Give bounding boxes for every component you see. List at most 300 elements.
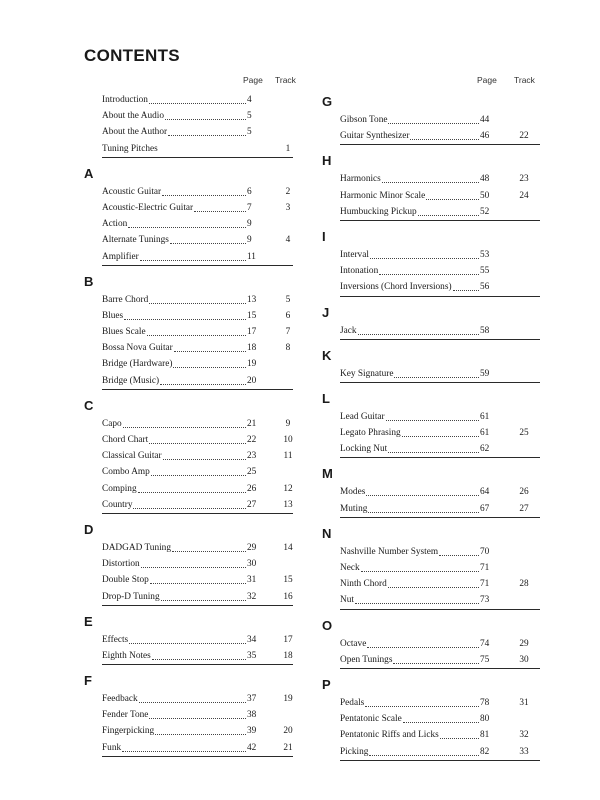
dot-leader <box>367 636 479 648</box>
entry-page-number: 18 <box>247 343 257 354</box>
section-divider <box>340 382 540 383</box>
toc-entry <box>322 247 544 263</box>
entry-title: Ninth Chord <box>340 579 387 590</box>
entry-page-number: 59 <box>480 368 490 379</box>
dot-leader <box>149 292 246 304</box>
dot-leader <box>370 247 479 259</box>
section-letter: A <box>84 165 94 181</box>
toc-entry <box>84 589 319 605</box>
toc-entry <box>84 373 319 389</box>
entry-track-number: 22 <box>519 131 529 142</box>
dot-leader <box>386 409 479 421</box>
entry-title: Guitar Synthesizer <box>340 131 410 142</box>
toc-entry <box>322 171 544 187</box>
entry-page-number: 9 <box>247 219 252 230</box>
entry-page-number: 13 <box>247 294 257 305</box>
column-header <box>84 72 319 92</box>
entry-track-number: 18 <box>283 650 293 661</box>
entry-page-number: 53 <box>480 249 490 260</box>
toc-entry <box>84 740 319 756</box>
entry-track-number: 13 <box>283 499 293 510</box>
entry-page-number: 4 <box>247 95 252 105</box>
entry-title: Alternate Tunings <box>102 235 169 246</box>
letter-section <box>84 520 319 612</box>
entry-title: Combo Amp <box>102 467 150 478</box>
entry-title: Comping <box>102 483 137 494</box>
dot-leader <box>365 695 479 707</box>
contents-column-right <box>322 72 544 767</box>
toc-entry <box>322 279 544 295</box>
entry-track-number: 19 <box>283 694 293 705</box>
dot-leader <box>133 497 246 509</box>
entry-title: Lead Guitar <box>340 411 385 422</box>
dot-leader <box>170 232 246 244</box>
entry-page-number: 26 <box>247 483 257 494</box>
entry-page-number: 39 <box>247 726 257 737</box>
toc-entry <box>84 691 319 707</box>
entry-page-number: 48 <box>480 174 490 185</box>
entry-page-number: 44 <box>480 115 490 125</box>
letter-section <box>322 616 544 675</box>
section-letter: H <box>322 153 332 169</box>
toc-entry <box>322 695 544 711</box>
toc-entry <box>84 432 319 448</box>
entry-title: Double Stop <box>102 575 149 586</box>
entry-page-number: 22 <box>247 435 257 445</box>
dot-leader <box>151 464 246 476</box>
entry-title: Eighth Notes <box>102 650 151 661</box>
dot-leader <box>194 200 246 212</box>
dot-leader <box>358 323 479 335</box>
entry-track-number: 23 <box>519 174 529 185</box>
entry-page-number: 27 <box>247 499 257 510</box>
entry-page-number: 38 <box>247 710 257 721</box>
contents-column-left <box>84 72 319 763</box>
dot-leader <box>379 263 479 275</box>
entry-page-number: 42 <box>247 742 257 753</box>
entry-title: Barre Chord <box>102 294 149 305</box>
entry-track-number: 24 <box>519 190 529 201</box>
entry-title: Capo <box>102 418 122 429</box>
entry-track-number: 17 <box>283 634 293 645</box>
entry-title: About the Author <box>102 127 168 138</box>
dot-leader <box>382 171 479 183</box>
letter-section <box>322 151 544 227</box>
entry-title: Pentatonic Riffs and Licks <box>340 730 439 741</box>
letter-section <box>84 164 319 272</box>
section-divider <box>340 339 540 340</box>
letter-section <box>322 92 544 151</box>
entry-page-number: 35 <box>247 650 257 661</box>
entry-page-number: 25 <box>247 467 257 478</box>
toc-entry <box>322 727 544 743</box>
entry-page-number: 21 <box>247 418 257 429</box>
entry-title: Drop-D Tuning <box>102 591 160 602</box>
entry-title: Action <box>102 219 128 230</box>
entry-track-number: 9 <box>285 418 291 429</box>
entry-page-number: 58 <box>480 325 490 336</box>
toc-entry <box>84 108 319 124</box>
toc-entry <box>84 200 319 216</box>
dot-leader <box>440 727 479 739</box>
entry-title: Acoustic-Electric Guitar <box>102 202 194 213</box>
section-divider <box>340 220 540 221</box>
section-letter: M <box>322 466 333 482</box>
entry-track-number: 1 <box>285 143 291 154</box>
toc-entry <box>84 124 319 140</box>
toc-entry <box>322 744 544 760</box>
letter-section <box>322 346 544 389</box>
dot-leader <box>355 592 479 604</box>
entry-page-number: 71 <box>480 563 490 573</box>
entry-track-number: 25 <box>519 428 529 439</box>
entry-track-number: 3 <box>285 202 291 213</box>
letter-section <box>322 464 544 523</box>
toc-entry <box>84 216 319 232</box>
entry-page-number: 78 <box>480 697 490 708</box>
entry-track-number: 6 <box>285 310 291 321</box>
page-title: CONTENTS <box>84 46 180 65</box>
section-letter: G <box>322 94 333 109</box>
entry-page-number: 34 <box>247 634 257 645</box>
toc-entry <box>84 416 319 432</box>
dot-leader <box>140 249 246 261</box>
toc-entry <box>84 292 319 308</box>
entry-track-number: 29 <box>519 638 529 649</box>
dot-leader <box>150 572 246 584</box>
dot-leader <box>149 432 246 444</box>
entry-page-number: 61 <box>480 411 490 422</box>
toc-entry <box>84 481 319 497</box>
entry-track-number: 15 <box>283 575 293 586</box>
toc-entry <box>84 497 319 513</box>
entry-title: Blues <box>102 310 124 321</box>
toc-entry <box>84 572 319 588</box>
entry-title: Introduction <box>102 95 148 105</box>
entry-page-number: 23 <box>247 451 257 462</box>
entry-title: Funk <box>102 742 122 753</box>
entry-page-number: 82 <box>480 746 490 757</box>
entry-title: Blues Scale <box>102 327 146 338</box>
dot-leader <box>155 723 246 735</box>
entry-title: Acoustic Guitar <box>102 186 162 197</box>
entry-page-number: 64 <box>480 487 490 498</box>
toc-entry <box>322 425 544 441</box>
entry-title: DADGAD Tuning <box>102 542 171 553</box>
section-letter: D <box>84 521 94 537</box>
dot-leader <box>123 416 246 428</box>
toc-entry <box>322 636 544 652</box>
dot-leader <box>129 632 246 644</box>
entry-track-number: 5 <box>285 294 291 305</box>
dot-leader <box>394 366 479 378</box>
entry-track-number: 16 <box>283 591 293 602</box>
entry-page-number: 74 <box>480 638 490 649</box>
section-divider <box>102 157 293 158</box>
entry-track-number: 32 <box>519 730 529 741</box>
dot-leader <box>410 128 479 140</box>
toc-entry <box>322 188 544 204</box>
entry-title: Muting <box>340 503 368 514</box>
entry-title: Key Signature <box>340 368 394 379</box>
entry-title: Bridge (Music) <box>102 375 160 386</box>
entry-title: Pedals <box>340 697 365 708</box>
dot-leader <box>165 108 246 120</box>
toc-entry <box>322 652 544 668</box>
section-divider <box>102 513 293 514</box>
section-letter: E <box>84 613 93 629</box>
dot-leader <box>122 740 246 752</box>
section-divider <box>340 517 540 518</box>
dot-leader <box>173 356 246 368</box>
letter-section <box>322 675 544 767</box>
entry-title: Classical Guitar <box>102 451 162 462</box>
entry-title: Country <box>102 499 133 510</box>
letter-section <box>322 303 544 346</box>
entry-track-number: 12 <box>283 483 293 494</box>
dot-leader <box>160 373 246 385</box>
letter-section <box>84 612 319 671</box>
section-divider <box>102 265 293 266</box>
entry-page-number: 56 <box>480 282 490 293</box>
entry-page-number: 20 <box>247 375 257 386</box>
toc-entry <box>322 711 544 727</box>
toc-entry <box>84 184 319 200</box>
entry-page-number: 75 <box>480 654 490 665</box>
toc-entry <box>84 723 319 739</box>
track-column-header: Track <box>514 75 535 85</box>
entry-title: Amplifier <box>102 251 139 262</box>
entry-page-number: 52 <box>480 206 490 217</box>
dot-leader <box>162 184 246 196</box>
entry-title: Interval <box>340 249 369 260</box>
toc-entry <box>84 464 319 480</box>
toc-entry <box>322 592 544 608</box>
entry-title: Tuning Pitches <box>102 143 158 154</box>
entry-page-number: 67 <box>480 503 490 514</box>
page-column-header: Page <box>477 75 497 85</box>
entry-track-number: 10 <box>283 435 293 445</box>
letter-section <box>84 272 319 396</box>
toc-entry <box>322 366 544 382</box>
dot-leader <box>426 188 479 200</box>
dot-leader <box>393 652 479 664</box>
entry-track-number: 8 <box>285 343 291 354</box>
section-letter: B <box>84 273 94 289</box>
toc-entry <box>322 263 544 279</box>
toc-entry <box>84 556 319 572</box>
section-divider <box>340 760 540 761</box>
entry-track-number: 31 <box>519 697 529 708</box>
dot-leader <box>139 691 246 703</box>
toc-entry <box>84 141 319 157</box>
dot-leader <box>147 324 246 336</box>
section-letter: F <box>84 673 92 689</box>
toc-entry <box>322 501 544 517</box>
section-divider <box>102 605 293 606</box>
entry-page-number: 32 <box>247 591 257 602</box>
entry-track-number: 2 <box>285 186 291 197</box>
entry-title: Humbucking Pickup <box>340 206 417 217</box>
dot-leader <box>388 576 479 588</box>
section-divider <box>340 144 540 145</box>
section-divider <box>340 296 540 297</box>
entry-title: Neck <box>340 563 360 573</box>
section-letter: I <box>322 228 326 244</box>
section-letter: O <box>322 617 333 633</box>
entry-page-number: 6 <box>247 186 252 197</box>
letter-section <box>84 396 319 520</box>
section-divider <box>102 389 293 390</box>
toc-entry <box>84 308 319 324</box>
dot-leader <box>174 340 246 352</box>
entry-track-number: 27 <box>519 503 529 514</box>
section-divider <box>102 756 293 757</box>
dot-leader <box>124 308 246 320</box>
dot-leader <box>366 484 479 496</box>
entry-title: Intonation <box>340 266 379 277</box>
section-letter: J <box>322 304 330 320</box>
toc-entry <box>84 632 319 648</box>
track-column-header: Track <box>275 75 296 85</box>
dot-leader <box>368 501 479 513</box>
entry-title: Feedback <box>102 694 138 705</box>
entry-page-number: 19 <box>247 359 257 370</box>
toc-entry <box>84 340 319 356</box>
entry-title: Bossa Nova Guitar <box>102 343 173 354</box>
dot-leader <box>149 92 246 104</box>
dot-leader <box>453 279 479 291</box>
dot-leader <box>418 204 479 216</box>
dot-leader <box>369 744 479 756</box>
section-letter: N <box>322 525 332 541</box>
dot-leader <box>128 216 246 228</box>
entry-title: About the Audio <box>102 111 164 122</box>
section-divider <box>340 609 540 610</box>
entry-page-number: 30 <box>247 559 257 570</box>
entry-page-number: 73 <box>480 595 490 606</box>
toc-entry <box>322 560 544 576</box>
section-divider <box>340 668 540 669</box>
section-letter: K <box>322 347 332 363</box>
toc-entry <box>84 356 319 372</box>
dot-leader <box>439 544 479 556</box>
toc-entry <box>84 648 319 664</box>
toc-entry <box>84 540 319 556</box>
entry-page-number: 29 <box>247 542 257 553</box>
dot-leader <box>138 481 246 493</box>
section-letter: C <box>84 397 94 413</box>
entry-track-number: 14 <box>283 542 293 553</box>
entry-track-number: 4 <box>285 235 291 246</box>
entry-track-number: 21 <box>283 742 293 753</box>
toc-entry <box>322 128 544 144</box>
toc-entry <box>84 232 319 248</box>
entry-title: Locking Nut <box>340 444 388 455</box>
entry-title: Pentatonic Scale <box>340 714 402 725</box>
entry-page-number: 62 <box>480 444 490 455</box>
dot-leader <box>168 124 246 136</box>
dot-leader <box>403 711 479 723</box>
section-letter: L <box>322 390 330 406</box>
entry-title: Octave <box>340 638 367 649</box>
entry-title: Open Tunings <box>340 654 393 665</box>
entry-title: Nut <box>340 595 354 606</box>
toc-entry <box>322 484 544 500</box>
toc-entry <box>84 707 319 723</box>
toc-entry <box>84 92 319 108</box>
column-header <box>322 72 544 92</box>
section-divider <box>340 457 540 458</box>
entry-track-number: 28 <box>519 579 529 590</box>
dot-leader <box>163 448 246 460</box>
entry-title: Inversions (Chord Inversions) <box>340 282 452 293</box>
entry-title: Modes <box>340 487 366 498</box>
dot-leader <box>172 540 246 552</box>
entry-title: Harmonic Minor Scale <box>340 190 426 201</box>
entry-track-number: 33 <box>519 746 529 757</box>
entry-page-number: 80 <box>480 714 490 725</box>
entry-page-number: 61 <box>480 428 490 439</box>
entry-page-number: 70 <box>480 546 490 557</box>
letter-section <box>84 671 319 763</box>
dot-leader <box>152 648 246 660</box>
section-divider <box>102 664 293 665</box>
page-column-header: Page <box>243 75 263 85</box>
toc-entry <box>322 204 544 220</box>
entry-page-number: 5 <box>247 111 252 122</box>
entry-page-number: 17 <box>247 327 257 338</box>
entry-title: Distortion <box>102 559 140 570</box>
entry-title: Jack <box>340 325 357 336</box>
entry-page-number: 81 <box>480 730 490 741</box>
entry-page-number: 46 <box>480 131 490 142</box>
entry-title: Bridge (Hardware) <box>102 359 173 370</box>
entry-page-number: 50 <box>480 190 490 201</box>
entry-page-number: 5 <box>247 127 252 138</box>
entry-title: Picking <box>340 746 369 757</box>
entry-track-number: 26 <box>519 487 529 498</box>
entry-page-number: 11 <box>247 251 256 262</box>
toc-entry <box>322 544 544 560</box>
entry-page-number: 55 <box>480 266 490 277</box>
section-letter: P <box>322 676 331 692</box>
toc-entry <box>322 112 544 128</box>
entry-title: Fender Tone <box>102 710 149 721</box>
entry-page-number: 9 <box>247 235 252 246</box>
entry-title: Legato Phrasing <box>340 428 401 439</box>
toc-entry <box>84 448 319 464</box>
entry-title: Chord Chart <box>102 435 149 445</box>
entry-title: Nashville Number System <box>340 546 439 557</box>
entry-track-number: 7 <box>285 327 291 338</box>
toc-entry <box>84 249 319 265</box>
dot-leader <box>141 556 246 568</box>
letter-section <box>322 227 544 303</box>
letter-section <box>322 389 544 465</box>
dot-leader <box>388 112 479 124</box>
toc-entry <box>322 441 544 457</box>
letter-section <box>322 524 544 616</box>
dot-leader <box>402 425 479 437</box>
entry-track-number: 11 <box>283 451 293 462</box>
dot-leader <box>388 441 479 453</box>
toc-entry <box>322 323 544 339</box>
entry-page-number: 71 <box>480 579 490 590</box>
dot-leader <box>161 589 246 601</box>
entry-track-number: 30 <box>519 654 529 665</box>
entry-page-number: 7 <box>247 202 252 213</box>
